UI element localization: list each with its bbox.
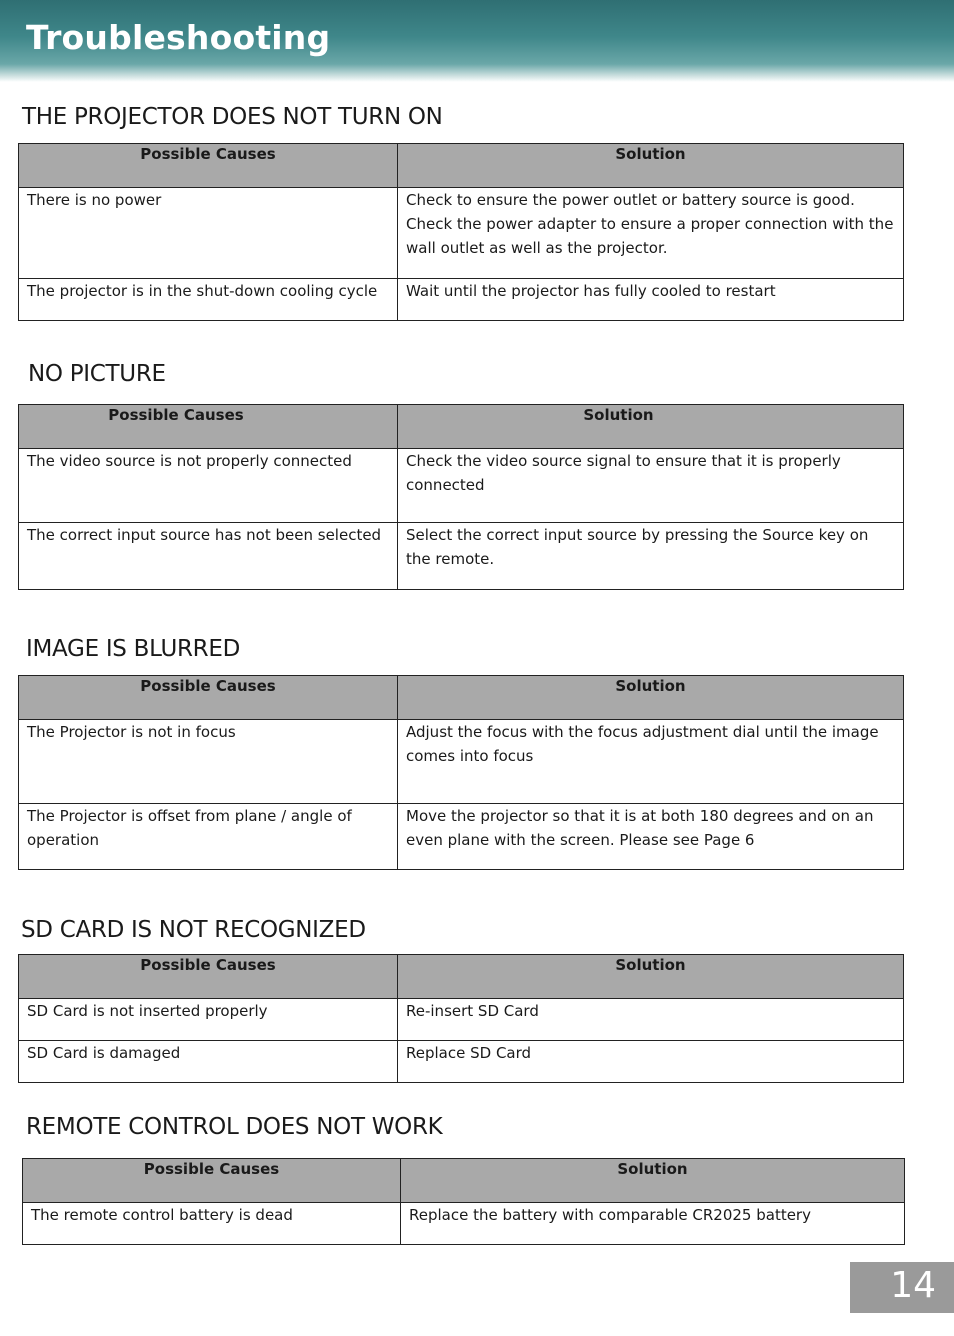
table-row: [19, 449, 904, 523]
column-header-solution: Solution: [401, 1159, 905, 1203]
cause-cell: The Projector is offset from plane / angle of operation: [19, 804, 398, 870]
solution-cell: Adjust the focus with the focus adjustment dial until the image comes into focus: [398, 720, 904, 804]
troubleshooting-table-sd-card: [18, 954, 904, 1083]
column-header-causes: Possible Causes: [19, 676, 398, 720]
cause-cell: The remote control battery is dead: [23, 1203, 401, 1245]
troubleshooting-table-remote-control: [22, 1158, 905, 1245]
page-title: Troubleshooting: [26, 18, 331, 57]
table-row: [19, 720, 904, 804]
table-row: [19, 804, 904, 870]
table-header-row: [19, 405, 904, 449]
table-row: [19, 999, 904, 1041]
cause-cell: There is no power: [19, 188, 398, 279]
troubleshooting-table-projector-no-power: [18, 143, 904, 321]
cause-cell: The video source is not properly connected: [19, 449, 398, 523]
cause-cell: The Projector is not in focus: [19, 720, 398, 804]
cause-cell: SD Card is not inserted properly: [19, 999, 398, 1041]
section-title-image-blurred: IMAGE IS BLURRED: [26, 636, 241, 662]
troubleshooting-table-image-blurred: [18, 675, 904, 870]
solution-cell: Move the projector so that it is at both 180 degrees and on an even plane with the screen. Please see Page 6: [398, 804, 904, 870]
table-row: [23, 1203, 905, 1245]
section-title-remote-control: REMOTE CONTROL DOES NOT WORK: [26, 1114, 443, 1140]
table-header-row: [19, 676, 904, 720]
column-header-causes: Possible Causes: [19, 955, 398, 999]
column-header-solution: Solution: [398, 955, 904, 999]
table-row: [19, 279, 904, 321]
solution-cell: Replace SD Card: [398, 1041, 904, 1083]
solution-cell: Replace the battery with comparable CR2025 battery: [401, 1203, 905, 1245]
column-header-causes: Possible Causes: [19, 144, 398, 188]
column-header-causes: Possible Causes: [19, 405, 398, 449]
solution-cell: Select the correct input source by pressing the Source key on the remote.: [398, 523, 904, 590]
solution-cell: Check to ensure the power outlet or battery source is good. Check the power adapter to ensure a proper connection with the wall outlet as well as the projector.: [398, 188, 904, 279]
cause-cell: The projector is in the shut-down cooling cycle: [19, 279, 398, 321]
page-number-box: [850, 1262, 954, 1313]
header-banner: [0, 0, 954, 82]
solution-cell: Check the video source signal to ensure that it is properly connected: [398, 449, 904, 523]
table-header-row: [19, 144, 904, 188]
table-row: [19, 523, 904, 590]
cause-cell: SD Card is damaged: [19, 1041, 398, 1083]
solution-cell: Wait until the projector has fully cooled to restart: [398, 279, 904, 321]
column-header-causes: Possible Causes: [23, 1159, 401, 1203]
section-title-projector-no-power: THE PROJECTOR DOES NOT TURN ON: [22, 104, 443, 130]
column-header-solution: Solution: [398, 676, 904, 720]
table-row: [19, 1041, 904, 1083]
column-header-solution: Solution: [398, 405, 904, 449]
table-header-row: [19, 955, 904, 999]
section-title-no-picture: NO PICTURE: [28, 361, 166, 387]
troubleshooting-table-no-picture: [18, 404, 904, 590]
table-row: [19, 188, 904, 279]
cause-cell: The correct input source has not been selected: [19, 523, 398, 590]
solution-cell: Re-insert SD Card: [398, 999, 904, 1041]
table-header-row: [23, 1159, 905, 1203]
page-number: 14: [890, 1265, 936, 1306]
column-header-solution: Solution: [398, 144, 904, 188]
section-title-sd-card: SD CARD IS NOT RECOGNIZED: [21, 917, 366, 943]
